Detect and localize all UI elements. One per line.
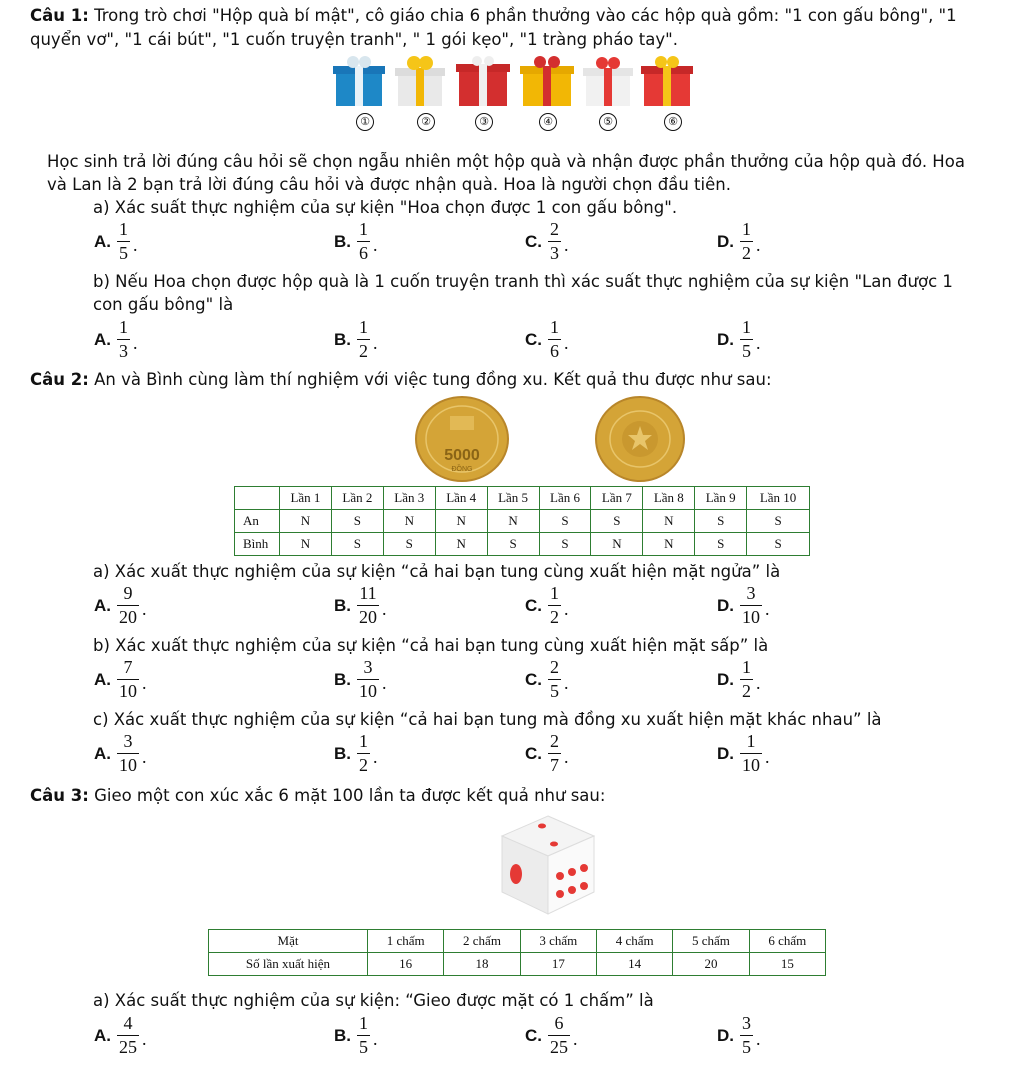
table-cell: 15 (749, 953, 825, 976)
table-cell: Mặt (209, 930, 368, 953)
box-number-3: ③ (475, 113, 493, 131)
fraction: $\frac{1}{10}$ (742, 731, 760, 775)
gift-box-5 (583, 57, 633, 106)
table-cell: Lần 10 (747, 487, 810, 510)
table-cell: N (280, 533, 332, 556)
q1b-option-c[interactable]: C. $\frac{1}{6}$ . (525, 317, 569, 361)
q1a-option-c[interactable]: C. $\frac{2}{3}$ . (525, 219, 569, 263)
table-cell: Số lần xuất hiện (209, 953, 368, 976)
table-cell: Lần 1 (280, 487, 332, 510)
fraction: $\frac{2}{5}$ (550, 657, 559, 701)
table-cell: S (331, 533, 383, 556)
fraction: $\frac{1}{2}$ (359, 317, 368, 361)
q2b-question: b) Xác xuất thực nghiệm của sự kiện “cả hai bạn tung cùng xuất hiện mặt sấp” là (93, 636, 769, 655)
svg-text:ĐỒNG: ĐỒNG (451, 466, 473, 473)
table-cell: 3 chấm (520, 930, 596, 953)
q2b-option-c[interactable]: C. $\frac{2}{5}$ . (525, 657, 569, 701)
q2b-option-a[interactable]: A. $\frac{7}{10}$ . (94, 657, 147, 701)
fraction: $\frac{1}{3}$ (119, 317, 128, 361)
table-cell: N (487, 510, 539, 533)
fraction: $\frac{2}{7}$ (550, 731, 559, 775)
table-cell: 4 chấm (596, 930, 672, 953)
q2c-option-c[interactable]: C. $\frac{2}{7}$ . (525, 731, 569, 775)
q2-intro: Câu 2: An và Bình cùng làm thí nghiệm với việc tung đồng xu. Kết quả thu được như sau: (30, 370, 772, 389)
fraction: $\frac{7}{10}$ (119, 657, 137, 701)
table-cell: 16 (368, 953, 444, 976)
table-cell: Lần 6 (539, 487, 591, 510)
gift-box-4 (520, 56, 574, 106)
q1b-option-a[interactable]: A. $\frac{1}{3}$ . (94, 317, 138, 361)
q1b-option-b[interactable]: B. $\frac{1}{2}$ . (334, 317, 378, 361)
table-cell: N (591, 533, 643, 556)
table-row (209, 953, 826, 976)
fraction: $\frac{1}{6}$ (359, 219, 368, 263)
q1a-option-a[interactable]: A. $\frac{1}{5}$ . (94, 219, 138, 263)
table-cell: 2 chấm (444, 930, 520, 953)
table-cell: S (383, 533, 435, 556)
fraction: $\frac{1}{6}$ (550, 317, 559, 361)
fraction: $\frac{4}{25}$ (119, 1013, 137, 1057)
dice-image (496, 812, 600, 918)
q2a-option-c[interactable]: C. $\frac{1}{2}$ . (525, 583, 569, 627)
gift-box-1 (333, 56, 385, 106)
q1a-question: a) Xác suất thực nghiệm của sự kiện "Hoa chọn được 1 con gấu bông". (93, 198, 678, 217)
q1-title: Câu 1: (30, 6, 89, 25)
q2c-option-d[interactable]: D. $\frac{1}{10}$ . (717, 731, 770, 775)
q2b-option-d[interactable]: D. $\frac{1}{2}$ . (717, 657, 761, 701)
gift-boxes-svg (333, 56, 693, 108)
gift-box-3 (456, 56, 510, 106)
coin-front (412, 396, 512, 482)
box-number-6: ⑥ (664, 113, 682, 131)
table-cell: Bình (235, 533, 280, 556)
table-cell: Lần 3 (383, 487, 435, 510)
q2c-option-b[interactable]: B. $\frac{1}{2}$ . (334, 731, 378, 775)
fraction: $\frac{1}{5}$ (119, 219, 128, 263)
q2c-option-a[interactable]: A. $\frac{3}{10}$ . (94, 731, 147, 775)
q2a-option-b[interactable]: B. $\frac{11}{20}$ . (334, 583, 387, 627)
table-cell: 18 (444, 953, 520, 976)
fraction: $\frac{3}{10}$ (359, 657, 377, 701)
q3a-option-c[interactable]: C. $\frac{6}{25}$ . (525, 1013, 578, 1057)
q1a-option-d[interactable]: D. $\frac{1}{2}$ . (717, 219, 761, 263)
q3-intro: Câu 3: Gieo một con xúc xắc 6 mặt 100 lần ta được kết quả như sau: (30, 786, 606, 805)
q1a-option-b[interactable]: B. $\frac{1}{6}$ . (334, 219, 378, 263)
fraction: $\frac{11}{20}$ (359, 583, 377, 627)
q1-intro-line2: quyển vơ", "1 cái bút", "1 cuốn truyện tranh", " 1 gói kẹo", "1 tràng pháo tay". (30, 30, 678, 49)
table-cell: Lần 7 (591, 487, 643, 510)
q2-title: Câu 2: (30, 370, 89, 389)
table-cell (235, 487, 280, 510)
table-cell: Lần 4 (435, 487, 487, 510)
q1b-option-d[interactable]: D. $\frac{1}{5}$ . (717, 317, 761, 361)
fraction: $\frac{1}{5}$ (742, 317, 751, 361)
table-row (235, 533, 810, 556)
q2a-option-a[interactable]: A. $\frac{9}{20}$ . (94, 583, 147, 627)
q2b-option-b[interactable]: B. $\frac{3}{10}$ . (334, 657, 387, 701)
table-cell: S (747, 510, 810, 533)
q2a-option-d[interactable]: D. $\frac{3}{10}$ . (717, 583, 770, 627)
q1-intro-line1: Câu 1: Trong trò chơi "Hộp quà bí mật", cô giáo chia 6 phần thưởng vào các hộp quà gồm: "1 con gấu bông", "1 (30, 6, 957, 25)
table-cell: Lần 2 (331, 487, 383, 510)
table-cell: Lần 8 (643, 487, 695, 510)
table-cell: S (331, 510, 383, 533)
table-cell: S (487, 533, 539, 556)
table-cell: S (695, 510, 747, 533)
table-cell: 20 (673, 953, 749, 976)
table-cell: N (280, 510, 332, 533)
table-cell: 17 (520, 953, 596, 976)
table-cell: N (383, 510, 435, 533)
gift-boxes-image (333, 56, 693, 108)
table-header-row (209, 930, 826, 953)
svg-text:5000: 5000 (444, 447, 480, 464)
table-row (235, 510, 810, 533)
table-cell: S (539, 533, 591, 556)
fraction: $\frac{3}{10}$ (119, 731, 137, 775)
coin-toss-table (234, 486, 810, 556)
box-number-1: ① (356, 113, 374, 131)
q3-title: Câu 3: (30, 786, 89, 805)
table-cell: N (435, 510, 487, 533)
q3a-option-d[interactable]: D. $\frac{3}{5}$ . (717, 1013, 761, 1057)
table-cell: 14 (596, 953, 672, 976)
fraction: $\frac{3}{10}$ (742, 583, 760, 627)
q1b-question-line1: b) Nếu Hoa chọn được hộp quà là 1 cuốn truyện tranh thì xác suất thực nghiệm của sự kiện "Lan được 1 (93, 272, 953, 291)
box-number-5: ⑤ (599, 113, 617, 131)
q1b-question-line2: con gấu bông" là (93, 295, 234, 314)
q2c-question: c) Xác xuất thực nghiệm của sự kiện “cả hai bạn tung mà đồng xu xuất hiện mặt khác nhau” là (93, 710, 882, 729)
q1-para-line1: Học sinh trả lời đúng câu hỏi sẽ chọn ngẫu nhiên một hộp quà và nhận được phần thưởng của hộp quà đó. Hoa (47, 152, 965, 171)
q2a-question: a) Xác xuất thực nghiệm của sự kiện “cả hai bạn tung cùng xuất hiện mặt ngửa” là (93, 562, 781, 581)
q3a-question: a) Xác suất thực nghiệm của sự kiện: “Gieo được mặt có 1 chấm” là (93, 991, 654, 1010)
table-cell: S (695, 533, 747, 556)
fraction: $\frac{6}{25}$ (550, 1013, 568, 1057)
table-cell: 5 chấm (673, 930, 749, 953)
table-cell: 6 chấm (749, 930, 825, 953)
fraction: $\frac{1}{2}$ (550, 583, 559, 627)
table-cell: S (747, 533, 810, 556)
table-cell: N (643, 533, 695, 556)
fraction: $\frac{1}{2}$ (742, 657, 751, 701)
box-number-4: ④ (539, 113, 557, 131)
table-cell: 1 chấm (368, 930, 444, 953)
fraction: $\frac{1}{5}$ (359, 1013, 368, 1057)
table-cell: An (235, 510, 280, 533)
gift-box-6 (641, 56, 693, 106)
fraction: $\frac{1}{2}$ (359, 731, 368, 775)
fraction: $\frac{2}{3}$ (550, 219, 559, 263)
fraction: $\frac{9}{20}$ (119, 583, 137, 627)
gift-box-2 (395, 56, 445, 106)
fraction: $\frac{1}{2}$ (742, 219, 751, 263)
table-cell: N (643, 510, 695, 533)
table-header-row (235, 487, 810, 510)
table-cell: S (539, 510, 591, 533)
table-cell: Lần 9 (695, 487, 747, 510)
q3a-option-a[interactable]: A. $\frac{4}{25}$ . (94, 1013, 147, 1057)
fraction: $\frac{3}{5}$ (742, 1013, 751, 1057)
table-cell: Lần 5 (487, 487, 539, 510)
dice-results-table (208, 929, 826, 976)
box-number-2: ② (417, 113, 435, 131)
coin-back (594, 396, 686, 482)
table-cell: S (591, 510, 643, 533)
q1-para-line2: và Lan là 2 bạn trả lời đúng câu hỏi và được nhận quà. Hoa là người chọn đầu tiên. (47, 175, 731, 194)
q3a-option-b[interactable]: B. $\frac{1}{5}$ . (334, 1013, 378, 1057)
table-cell: N (435, 533, 487, 556)
